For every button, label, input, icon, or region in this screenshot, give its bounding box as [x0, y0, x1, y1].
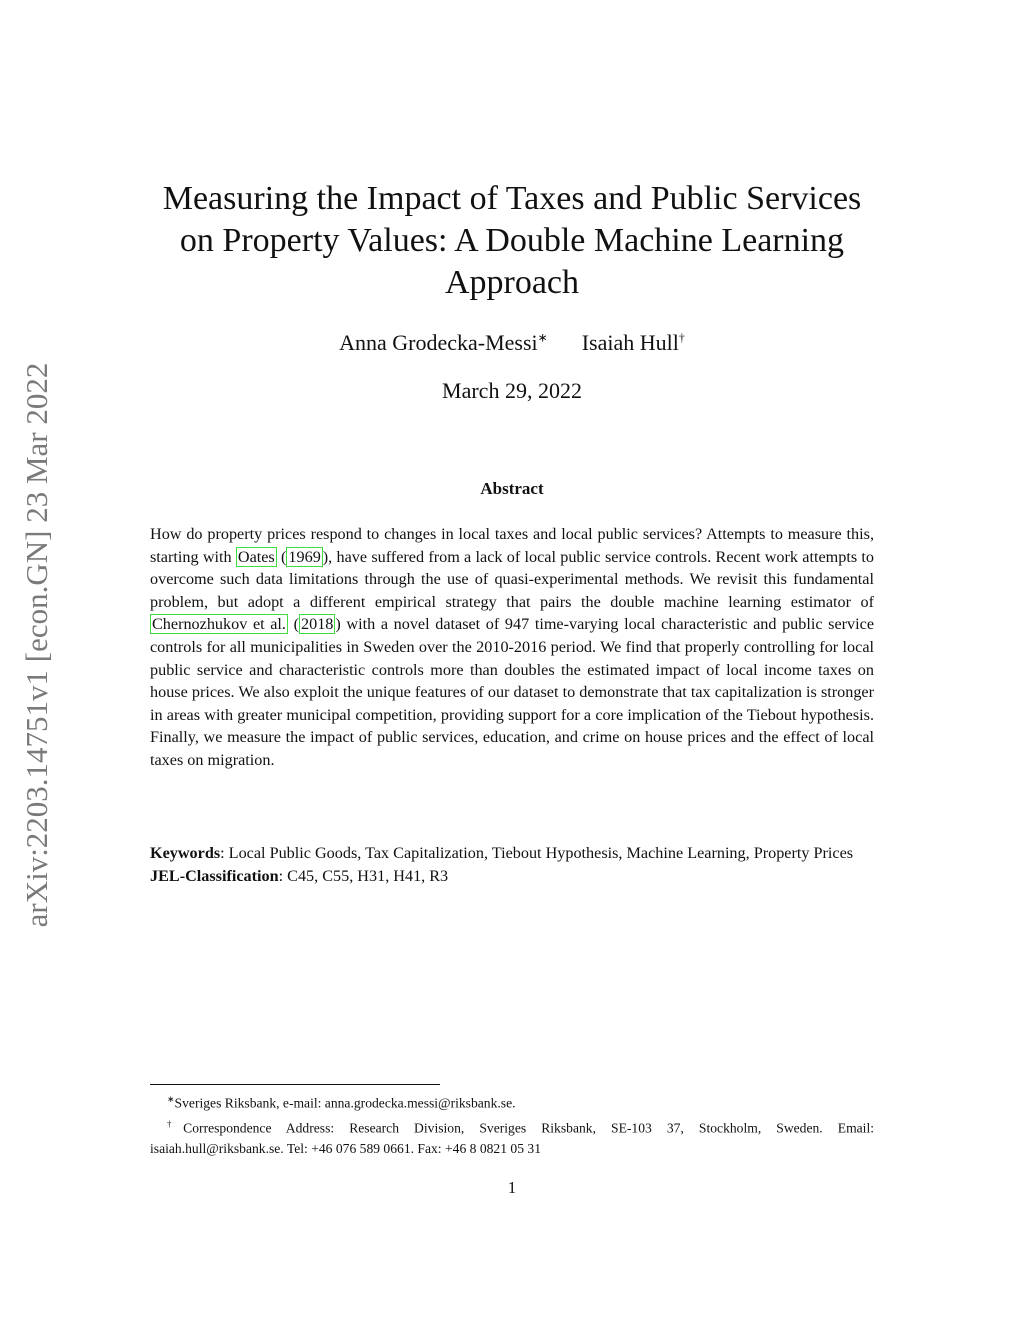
page-number: 1: [507, 1178, 517, 1197]
publication-date: March 29, 2022: [442, 378, 582, 403]
author-list: [140, 330, 884, 356]
jel-line: [150, 865, 874, 888]
author-footnote-mark[interactable]: †: [678, 330, 685, 345]
keywords-line: [150, 842, 874, 865]
author-name: Anna Grodecka-Messi: [339, 330, 538, 355]
jel-label: JEL-Classification: [150, 866, 279, 885]
abstract-heading: Abstract: [480, 479, 544, 498]
abstract-text: How do property prices respond to changes in local taxes and local public services? Attempts to measure this, starting with: [150, 525, 874, 566]
arxiv-identifier[interactable]: arXiv:2203.14751v1 [econ.GN] 23 Mar 2022: [19, 362, 54, 928]
title-line: Measuring the Impact of Taxes and Public Services: [162, 180, 862, 217]
footnote: [150, 1089, 874, 1114]
abstract-body: [150, 523, 874, 772]
jel-text: : C45, C55, H31, H41, R3: [278, 866, 449, 885]
abstract-text: (: [276, 547, 287, 566]
footnote-mark: ∗: [167, 1094, 175, 1104]
footnote-text: Correspondence Address: Research Division, Sveriges Riksbank, SE-103 37, Stockholm, Sweden. Email: isaiah.hull@riksbank.se. Tel: +46 076 589 0661. Fax: +46 8 0821 05 31: [150, 1120, 875, 1157]
keywords-block: [150, 842, 874, 887]
title-line: Approach: [444, 264, 580, 301]
footnotes: [150, 1089, 874, 1159]
footnote-text: Sveriges Riksbank, e-mail: anna.grodecka.messi@riksbank.se.: [174, 1095, 516, 1111]
citation-link-oates[interactable]: Oates: [237, 547, 275, 566]
author-name: Isaiah Hull: [581, 330, 679, 355]
abstract-text: ) with a novel dataset of 947 time-varying local characteristic and public service controls for all municipalities in Sweden over the 2010-2016 period. We find that properly controlling for local public service and characteristic controls more than doubles the estimated impact of local income taxes on house prices. We also exploit the unique features of our dataset to demonstrate that tax capitalization is stronger in areas with greater municipal competition, providing support for a core implication of the Tiebout hypothesis. Finally, we measure the impact of public services, education, and crime on house prices and the effect of local taxes on migration.: [150, 615, 874, 769]
citation-link-chernozhukov-year[interactable]: 2018: [301, 615, 334, 634]
paper-title: [140, 178, 884, 304]
abstract-text: ), have suffered from a lack of local public service controls. Recent work attempts to overcome such data limitations through the use of quasi-experimental methods. We revisit this fundamental problem, but adopt a different empirical strategy that pairs the double machine learning estimator of: [150, 547, 874, 611]
footnote-divider: [150, 1084, 440, 1085]
footnote: [150, 1114, 874, 1160]
arxiv-sidebar: [12, 330, 62, 960]
citation-link-oates-year[interactable]: 1969: [288, 547, 321, 566]
keywords-label: Keywords: [150, 844, 221, 862]
footnote-mark: †: [167, 1118, 184, 1129]
title-line: on Property Values: A Double Machine Learning: [179, 222, 845, 259]
citation-link-chernozhukov[interactable]: Chernozhukov et al.: [152, 615, 286, 634]
author-footnote-mark[interactable]: ∗: [537, 330, 548, 345]
keywords-text: : Local Public Goods, Tax Capitalization, Tiebout Hypothesis, Machine Learning, Property Prices: [220, 844, 854, 862]
abstract-text: (: [287, 615, 300, 634]
